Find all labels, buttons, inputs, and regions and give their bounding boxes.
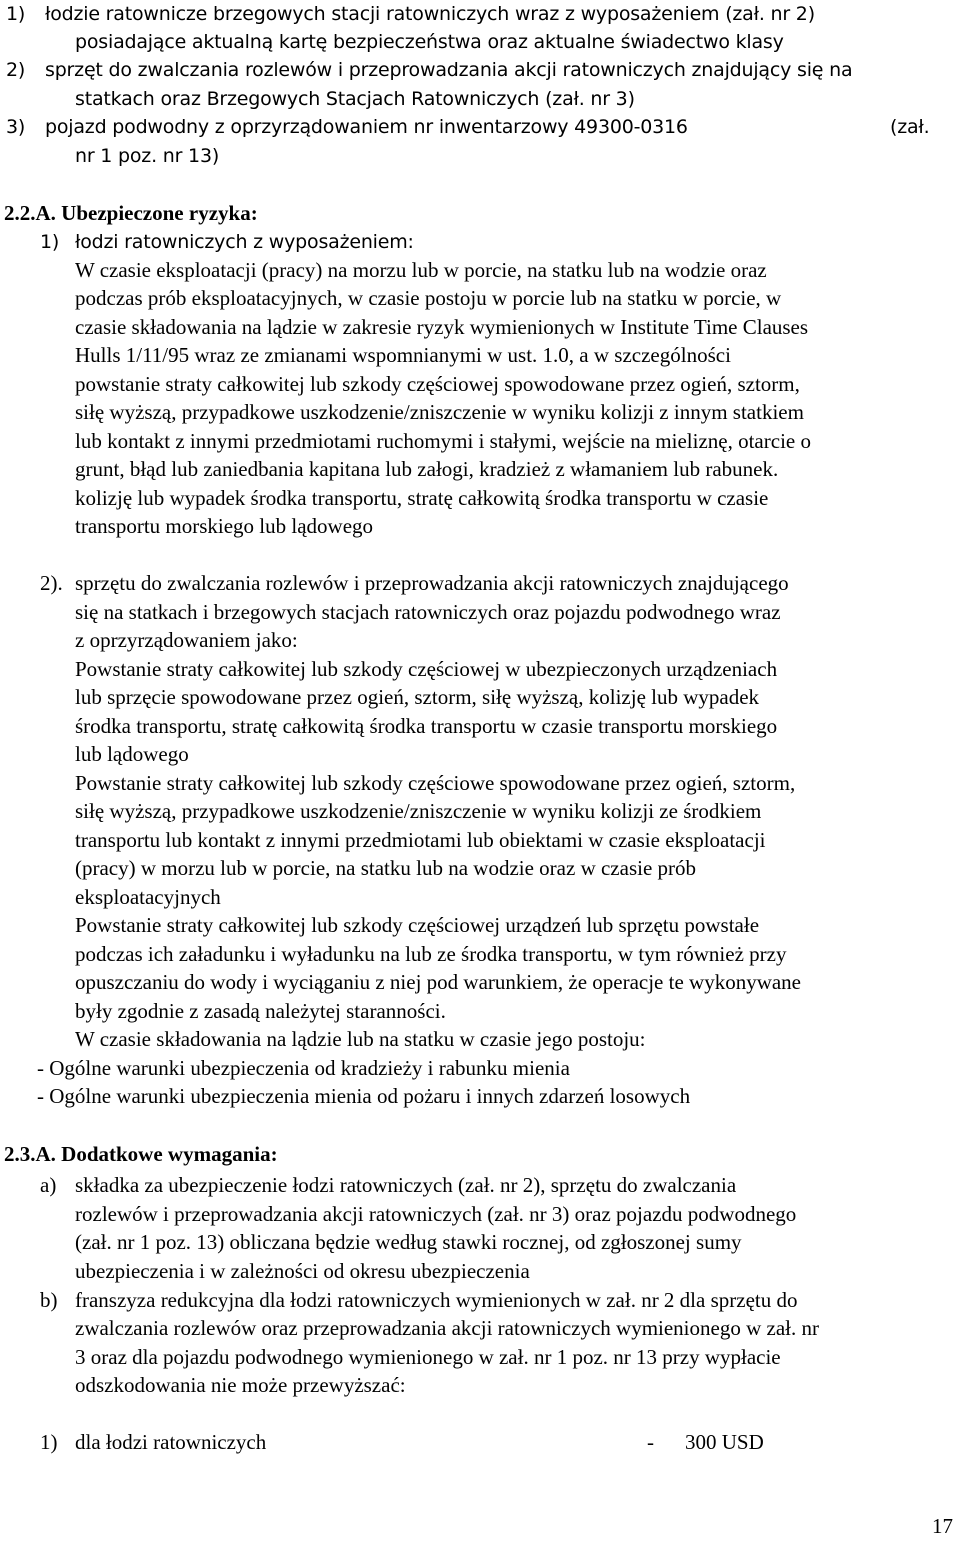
paragraph-line: czasie składowania na lądzie w zakresie ryzyk wymienionych w Institute Time Clauses [75,315,809,339]
section-heading: 2.3.A. Dodatkowe wymagania: [4,1142,278,1166]
list-item-text: pojazd podwodny z oprzyrządowaniem nr inwentarzowy 49300-0316 [45,116,688,138]
paragraph-line: z oprzyrządowaniem jako: [75,628,298,652]
paragraph-line: 3 oraz dla pojazdu podwodnego wymienionego w zał. nr 1 poz. nr 13 przy wypłacie [75,1345,781,1369]
list-number: 1) [40,231,60,253]
paragraph-line: zwalczania rozlewów oraz przeprowadzania akcji ratowniczych wymienionego w zał. nr [75,1316,819,1340]
paragraph-line: powstanie straty całkowitej lub szkody częściowej spowodowane przez ogień, sztorm, [75,372,800,396]
paragraph-line: Powstanie straty całkowitej lub szkody częściowej w ubezpieczonych urządzeniach [75,657,778,681]
dash-line: - Ogólne warunki ubezpieczenia od kradzieży i rabunku mienia [37,1056,570,1080]
paragraph-line: grunt, błąd lub zaniedbania kapitana lub załogi, kradzież z włamaniem lub rabunek. [75,457,779,481]
list-letter: b) [40,1288,58,1312]
paragraph-line: sprzętu do zwalczania rozlewów i przeprowadzania akcji ratowniczych znajdującego [75,571,789,595]
dash-line: - Ogólne warunki ubezpieczenia mienia od pożaru i innych zdarzeń losowych [37,1084,691,1108]
paragraph-line: odszkodowania nie może przewyższać: [75,1373,406,1397]
paragraph-line: siłę wyższą, przypadkowe uszkodzenie/zniszczenie w wyniku kolizji ze środkiem [75,799,762,823]
paragraph-line: kolizję lub wypadek środka transportu, stratę całkowitą środka transportu w czasie [75,486,769,510]
paragraph-line: podczas prób eksploatacyjnych, w czasie postoju w porcie lub na statku w porcie, w [75,286,782,310]
paragraph-line: (zał. nr 1 poz. 13) obliczana będzie według stawki rocznej, od zgłoszonej sumy [75,1230,742,1254]
paragraph-line: ubezpieczenia i w zależności od okresu ubezpieczenia [75,1259,530,1283]
paragraph-line: składka za ubezpieczenie łodzi ratowniczych (zał. nr 2), sprzętu do zwalczania [75,1173,737,1197]
paragraph-line: Hulls 1/11/95 wraz ze zmianami wspomnianymi w ust. 1.0, a w szczególności [75,343,731,367]
paragraph-line: lub lądowego [75,742,189,766]
list-item-text: łodzie ratownicze brzegowych stacji ratowniczych wraz z wyposażeniem (zał. nr 2) [45,3,815,25]
paragraph-line: Powstanie straty całkowitej lub szkody częściowej urządzeń lub sprzętu powstałe [75,913,760,937]
paragraph-line: franszyza redukcyjna dla łodzi ratowniczych wymienionych w zał. nr 2 dla sprzętu do [75,1288,798,1312]
paragraph-line: były zgodnie z zasadą należytej staranności. [75,999,446,1023]
paragraph-line: (pracy) w morzu lub w porcie, na statku lub na wodzie oraz w czasie prób [75,856,697,880]
deductible-dash: - [647,1430,654,1454]
list-item-title: łodzi ratowniczych z wyposażeniem: [75,231,414,253]
paragraph-line: Powstanie straty całkowitej lub szkody częściowe spowodowane przez ogień, sztorm, [75,771,796,795]
page-number: 17 [932,1514,953,1538]
list-number: 2). [40,571,63,595]
list-letter: a) [40,1173,57,1197]
paragraph-line: eksploatacyjnych [75,885,221,909]
list-item-text: sprzęt do zwalczania rozlewów i przeprowadzania akcji ratowniczych znajdujący się na [45,59,853,81]
paragraph-line: W czasie eksploatacji (pracy) na morzu lub w porcie, na statku lub na wodzie oraz [75,258,767,282]
list-number: 2) [6,59,26,81]
section-heading: 2.2.A. Ubezpieczone ryzyka: [4,201,258,225]
deductible-amount: 300 USD [685,1430,764,1454]
list-item-text-tail: (zał. [890,116,930,138]
paragraph-line: W czasie składowania na lądzie lub na statku w czasie jego postoju: [75,1027,646,1051]
paragraph-line: lub kontakt z innymi przedmiotami ruchomymi i stałymi, wejście na mieliznę, otarcie o [75,429,811,453]
paragraph-line: transportu lub kontakt z innymi przedmiotami lub obiektami w czasie eksploatacji [75,828,766,852]
list-number: 1) [40,1430,58,1454]
paragraph-line: transportu morskiego lub lądowego [75,514,374,538]
paragraph-line: podczas ich załadunku i wyładunku na lub ze środka transportu, w tym również przy [75,942,787,966]
list-item-text: nr 1 poz. nr 13) [75,145,220,167]
paragraph-line: siłę wyższą, przypadkowe uszkodzenie/zniszczenie w wyniku kolizji z innym statkiem [75,400,804,424]
list-item-text: posiadające aktualną kartę bezpieczeństwa oraz aktualne świadectwo klasy [75,31,784,53]
paragraph-line: środka transportu, stratę całkowitą środka transportu w czasie transportu morskiego [75,714,778,738]
paragraph-line: się na statkach i brzegowych stacjach ratowniczych oraz pojazdu podwodnego wraz [75,600,781,624]
paragraph-line: lub sprzęcie spowodowane przez ogień, sztorm, siłę wyższą, kolizję lub wypadek [75,685,760,709]
deductible-label: dla łodzi ratowniczych [75,1430,267,1454]
list-number: 1) [6,3,26,25]
paragraph-line: rozlewów i przeprowadzania akcji ratowniczych (zał. nr 3) oraz pojazdu podwodnego [75,1202,797,1226]
list-number: 3) [6,116,26,138]
paragraph-line: opuszczaniu do wody i wyciąganiu z niej pod warunkiem, że operacje te wykonywane [75,970,801,994]
list-item-text: statkach oraz Brzegowych Stacjach Ratowniczych (zał. nr 3) [75,88,635,110]
